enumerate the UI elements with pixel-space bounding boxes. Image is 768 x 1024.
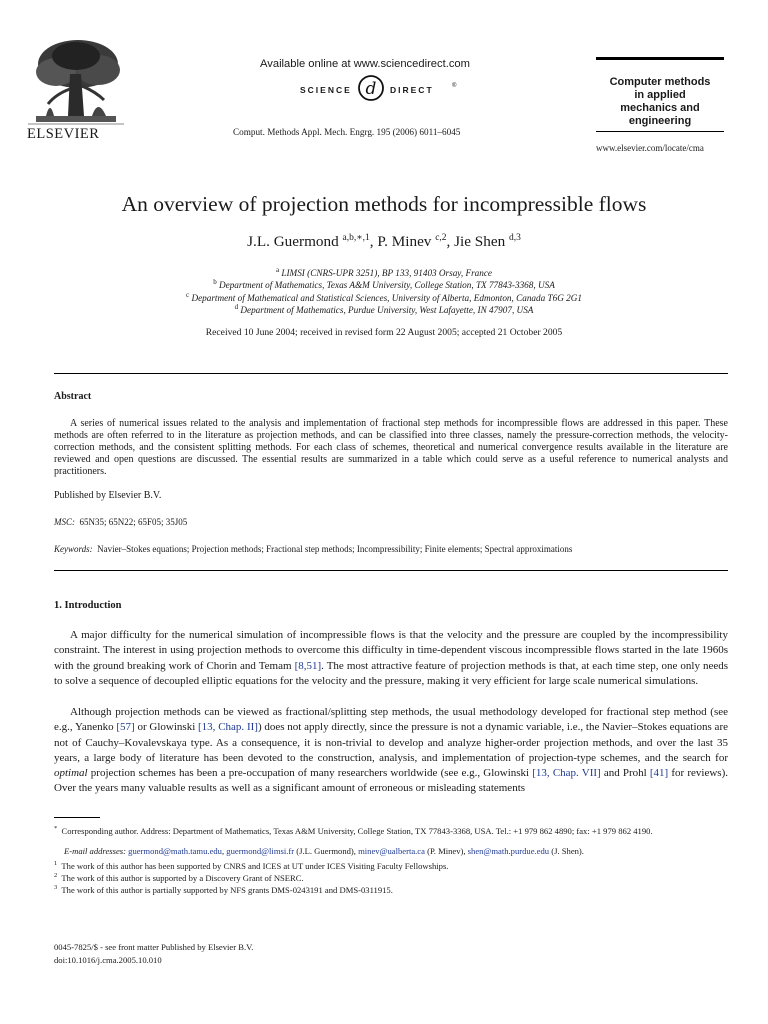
author-list <box>0 232 768 251</box>
sciencedirect-logo <box>300 78 510 104</box>
intro-paragraph-1 <box>54 628 728 689</box>
affiliation-mark: a <box>275 266 280 274</box>
author-affil-marks[interactable]: c,2 <box>435 233 447 243</box>
affiliation-mark: c <box>186 291 190 299</box>
corresponding-author-note <box>54 823 728 837</box>
journal-title-line: mechanics and <box>620 102 700 114</box>
keywords-value: Navier–Stokes equations; Projection methods; Fractional step methods; Incompressibility; Finite elements; Spectral approximations <box>97 544 573 554</box>
email-link[interactable]: minev@ualberta.ca <box>358 846 425 856</box>
journal-reference: Comput. Methods Appl. Mech. Engrg. 195 (2006) 6011–6045 <box>233 127 461 137</box>
journal-title-line: Computer methods <box>609 76 711 88</box>
footnote-text: The work of this author has been supported by CNRS and ICES at UT under ICES Visiting Faculty Fellowships. <box>61 860 449 871</box>
affiliation <box>0 278 768 290</box>
author-separator: , <box>369 233 378 251</box>
sd-left-word: SCIENCE <box>300 85 352 95</box>
affiliation-text: LIMSI (CNRS-UPR 3251), BP 133, 91403 Orsay, France <box>281 268 492 279</box>
footnote-text: The work of this author is partially supported by NFS grants DMS-0243191 and DMS-0311915. <box>61 884 393 895</box>
paragraph-text: ) does not apply directly, since the pressure is not a dynamic variable, i.e., the Navier–Stokes equations are not of Cauchy–Kovalevskaya type. As a consequence, it is non-trivial to develop and analyze higher-order projection methods, and over the last 35 years, a large body of literature has been devoted to the construction, analysis, and implementation of projection-type schemes, and the search for <box>54 721 728 764</box>
msc-codes <box>54 517 187 527</box>
publisher-name: ELSEVIER <box>27 126 100 142</box>
affiliation <box>0 303 768 315</box>
email-link[interactable]: guermond@limsi.fr <box>226 846 295 856</box>
paragraph-text: for reviews). Over the years many valuable results as well as a significant amount of erroneous or misleading statements <box>54 767 728 795</box>
author-affil-marks[interactable]: d,3 <box>508 233 521 243</box>
citation-link[interactable]: [13, Chap. VII] <box>532 767 601 780</box>
email-separator: , <box>221 846 227 856</box>
footnote-mark: 2 <box>54 872 58 879</box>
journal-title-box <box>596 57 724 132</box>
paragraph-text: or Glowinski <box>134 721 199 734</box>
citation-link[interactable]: [41] <box>649 767 669 780</box>
sd-at-icon <box>356 72 386 102</box>
email-note <box>54 846 728 857</box>
footnote-rule <box>54 817 100 818</box>
citation-link[interactable]: [13, Chap. II] <box>198 721 258 734</box>
abstract-text: A series of numerical issues related to the analysis and implementation of fractional step methods for incompressible flows are addressed in this paper. These methods are often referred to in the literature as projection methods, and can be classified into three classes, namely the pressure-correction methods, the velocity-correction methods, and the consistent splitting methods. For each class of schemes, theoretical and numerical convergence results available in the literature are reviewed and open questions are discussed. The essential results are summarized in a table which could serve as a useful reference to numerical analysts and practitioners. <box>54 418 728 477</box>
divider <box>54 570 728 571</box>
author-name: Jie Shen <box>454 233 506 251</box>
keywords <box>54 544 572 554</box>
paragraph-text: projection schemes has been a pre-occupation of many researchers worldwide (see e.g., Glowinski <box>87 767 533 780</box>
affiliation <box>0 291 768 303</box>
journal-title-line: engineering <box>628 115 692 127</box>
doi-line[interactable]: doi:10.1016/j.cma.2005.10.010 <box>54 955 162 965</box>
journal-url[interactable]: www.elsevier.com/locate/cma <box>596 143 704 153</box>
email-owner: (J.L. Guermond), <box>294 846 359 856</box>
affiliation-text: Department of Mathematics, Texas A&M University, College Station, TX 77843-3368, USA <box>218 280 555 291</box>
author-separator: , <box>446 233 455 251</box>
email-owner: (P. Minev), <box>424 846 468 856</box>
divider <box>54 373 728 374</box>
msc-label: MSC: <box>54 517 75 527</box>
section-heading: 1. Introduction <box>54 600 122 611</box>
journal-title-line: in applied <box>634 89 686 101</box>
emphasis-text: optimal <box>54 767 88 780</box>
sd-registered: ® <box>452 83 457 89</box>
keywords-label: Keywords: <box>54 544 93 554</box>
intro-paragraph-2 <box>54 705 728 797</box>
email-owner: (J. Shen). <box>549 846 584 856</box>
abstract-heading: Abstract <box>54 391 92 402</box>
issn-line: 0045-7825/$ - see front matter Published by Elsevier B.V. <box>54 942 254 952</box>
affiliation-mark: b <box>213 278 217 286</box>
citation-link[interactable]: [8,51] <box>294 659 322 672</box>
svg-text:d: d <box>365 79 377 99</box>
elsevier-tree-logo <box>26 34 126 130</box>
paragraph-text: Although projection methods can be viewed as fractional/splitting step methods, the usual methodology developed for fractional step method (see e.g., Yanenko <box>54 706 728 734</box>
published-by: Published by Elsevier B.V. <box>54 490 162 501</box>
paper-title: An overview of projection methods for incompressible flows <box>121 192 647 216</box>
footnote-text: The work of this author is supported by a Discovery Grant of NSERC. <box>61 872 304 883</box>
email-link[interactable]: shen@math.purdue.edu <box>467 846 550 856</box>
footnote-mark: 3 <box>54 884 58 891</box>
author-affil-marks[interactable]: a,b,∗,1 <box>342 233 370 243</box>
affiliation <box>0 266 768 278</box>
author-name: J.L. Guermond <box>247 233 339 251</box>
citation-link[interactable]: [57] <box>116 721 135 734</box>
sd-right-word: DIRECT <box>390 85 434 95</box>
footnote-mark: 1 <box>54 860 58 867</box>
email-link[interactable]: guermond@math.tamu.edu <box>128 846 222 856</box>
affiliation-mark: d <box>234 303 239 311</box>
affiliation-text: Department of Mathematics, Purdue University, West Lafayette, IN 47907, USA <box>240 305 534 316</box>
author-name: P. Minev <box>377 233 432 251</box>
affiliation-text: Department of Mathematical and Statistical Sciences, University of Alberta, Edmonton, Canada T6G 2G1 <box>191 293 582 304</box>
email-label: E-mail addresses: <box>64 846 126 856</box>
footnote-text: Corresponding author. Address: Department of Mathematics, Texas A&M University, College Station, TX 77843-3368, USA. Tel.: +1 979 862 4890; fax: +1 979 862 4190. <box>61 825 653 836</box>
received-dates: Received 10 June 2004; received in revised form 22 August 2005; accepted 21 October 2005 <box>205 327 563 338</box>
available-online-text: Available online at www.sciencedirect.com <box>260 58 470 70</box>
paragraph-text: . The most attractive feature of projection methods is that, at each time step, one only needs to solve a sequence of decoupled elliptic equations for the velocity and the pressure, making it very efficient for large scale numerical simulations. <box>54 659 729 687</box>
msc-value: 65N35; 65N22; 65F05; 35J05 <box>79 517 188 527</box>
paragraph-text: A major difficulty for the numerical simulation of incompressible flows is that the velocity and the pressure are coupled by the incompressibility constraint. The interest in using projection methods to overcome this difficulty in time-dependent viscous incompressible flows started in the late 1960s with the ground breaking work of Chorin and Temam <box>54 629 728 672</box>
footnote-mark: * <box>54 825 58 832</box>
footnote-3 <box>54 882 728 896</box>
paragraph-text: and Prohl <box>600 767 650 780</box>
